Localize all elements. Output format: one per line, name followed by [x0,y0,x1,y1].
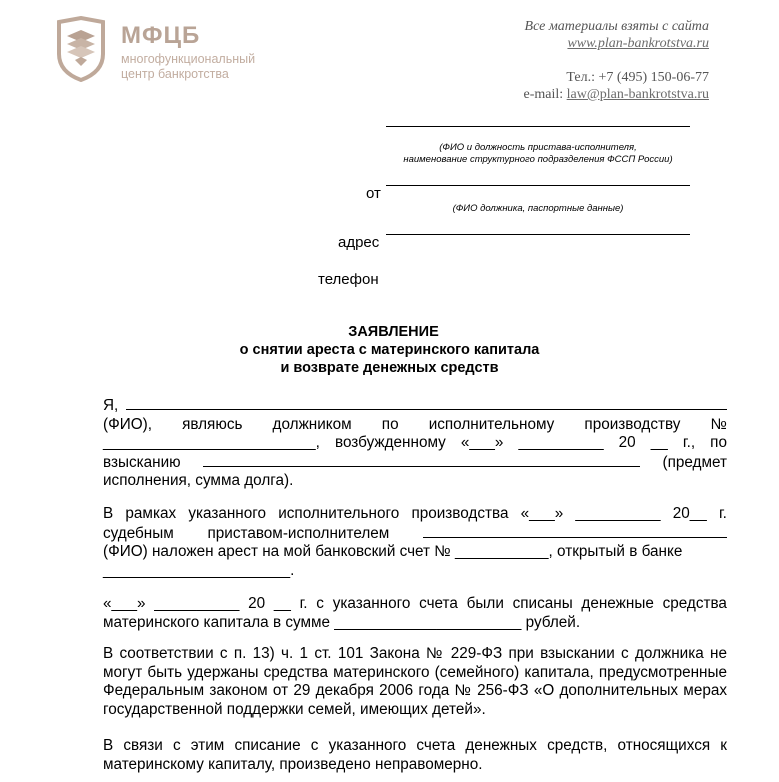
p2-line4: ______________________. [103,561,295,579]
p3-word: средства [662,595,727,612]
p3-word: денежные [581,595,654,612]
p2-word: «___» [520,505,564,522]
p1-word: по [710,434,727,452]
p1-word: (предмет [662,453,727,471]
p1-word: взысканию [103,453,181,471]
title-line1: ЗАЯВЛЕНИЕ [348,324,439,340]
paragraph-4: В соответствии с п. 13) ч. 1 ст. 101 Закона № 229-ФЗ при взыскании с должника не могут быть удержаны средства материнского (семейного) капитала, предусмотренные Федеральным законом от 29 декабря 2006 года № 256-ФЗ «О дополнительных мерах государственной поддержки семей, имеющих детей». [103,645,727,718]
p1-word: __________ [518,434,604,452]
source-note: Все материалы взяты с сайта [524,19,709,34]
logo-subtitle [121,52,255,82]
p2-word: В [103,505,114,522]
p2-word: судебным [103,524,174,542]
phone-label: телефон [318,271,379,288]
p2-word: г. [718,505,727,522]
p1-word: по [381,415,399,433]
from-line [386,185,690,186]
p3-word: 20 [248,595,266,612]
p2-word: __________ [575,505,661,522]
p2-word: рамках [125,505,177,522]
p2-word: производства [411,505,509,522]
site-link[interactable]: www.plan-bankrotstva.ru [567,36,709,51]
p1-word: должником [272,415,352,433]
shield-logo-icon [53,16,109,82]
p3-word: указанного [332,595,411,612]
recipient-caption-line1: (ФИО и должность пристава-исполнителя, [439,142,637,153]
p3-word: с [316,595,324,612]
p1-word: возбужденному [335,434,446,452]
paragraph-3 [103,595,727,632]
p3-word: списаны [512,595,573,612]
address-label: адрес [338,234,380,251]
document-title [0,323,779,377]
email-label: e-mail: [523,87,564,102]
p1-word: _________________________, [103,434,320,452]
p2-line3: (ФИО) наложен арест на мой банковский счет № ___________, открытый в банке [103,543,683,561]
p3-word: г. [299,595,308,612]
p1-word: (ФИО), [103,415,152,433]
p2-word: 20__ [672,505,707,522]
recipient-caption-line2: наименование структурного подразделения ФССП России) [403,153,673,165]
p1-word: № [710,415,727,433]
p1-word: производству [584,415,681,433]
p3-word: «___» [103,595,146,612]
paragraph-2 [103,505,727,580]
p1-word: __ [650,434,668,452]
paragraph-1 [103,396,727,491]
p1-word: г., [682,434,696,452]
p3-word: __ [273,595,291,612]
p2-word: исполнительного [278,505,400,522]
p1-word: исполнительному [428,415,555,433]
p1-line5: исполнения, сумма долга). [103,472,294,490]
from-label: от [366,185,381,202]
title-line3: и возврате денежных средств [280,360,499,376]
company-logo [53,16,273,86]
p1-l1-start: Я, [103,397,119,414]
logo-name: МФЦБ [121,22,201,49]
p1-word: 20 [618,434,636,452]
p2-word: указанного [188,505,267,522]
p2-word: приставом-исполнителем [207,524,390,542]
p1-word: «___» [460,434,504,452]
address-line [386,234,690,235]
logo-subtitle-line2: центр банкротства [121,67,229,81]
bailiff-blank [423,524,727,538]
p3-line2: материнского капитала в сумме ______________________ рублей. [103,613,581,631]
contact-block [523,18,709,103]
title-line2: о снятии ареста с материнского капитала [239,342,540,358]
subject-blank [203,453,640,467]
fio-blank [126,396,727,410]
p3-word: были [466,595,504,612]
paragraph-5: В связи с этим списание с указанного счета денежных средств, относящихся к материнскому капиталу, произведено неправомерно. [103,737,727,773]
p3-word: счета [419,595,458,612]
phone-text: Тел.: +7 (495) 150-06-77 [566,70,709,85]
recipient-caption [370,142,706,165]
p1-word: являюсь [182,415,243,433]
recipient-line [386,126,690,127]
email-link[interactable]: law@plan-bankrotstva.ru [566,87,709,102]
from-caption: (ФИО должника, паспортные данные) [452,203,624,214]
logo-subtitle-line1: многофункциональный [121,52,256,66]
p3-word: __________ [154,595,240,612]
